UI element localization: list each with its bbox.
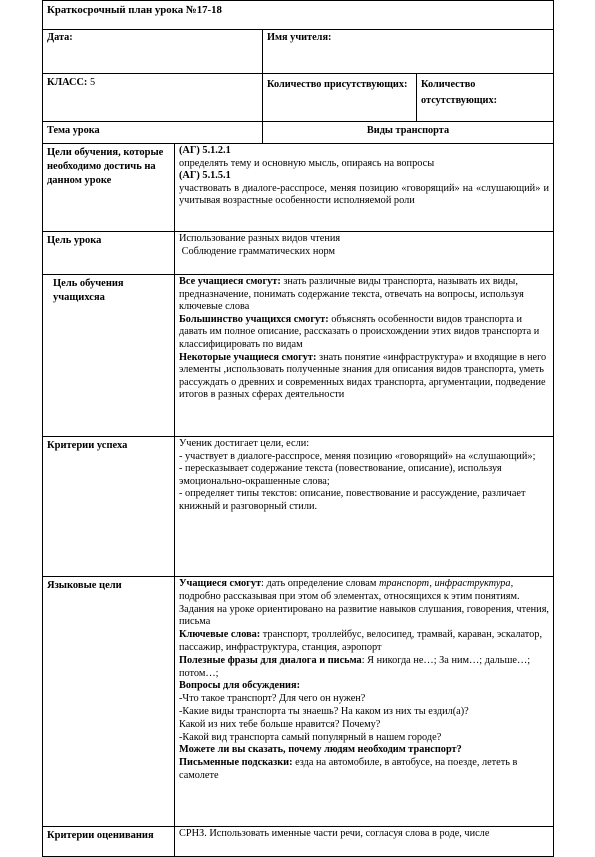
teacher-label: Имя учителя: — [263, 30, 554, 74]
keywords — [179, 629, 549, 655]
goal-code-2: (АГ) 5.1.5.1 — [179, 170, 231, 182]
absent-label: Количество отсутствующих: — [417, 74, 554, 122]
lesson-goal-content — [175, 232, 554, 275]
topic-label: Тема урока — [43, 122, 263, 144]
student-goals-content — [175, 275, 554, 437]
writing-hints — [179, 757, 549, 783]
student-goals-row — [43, 275, 554, 437]
keywords-head: Ключевые слова: — [179, 629, 261, 641]
some-students-head: Некоторые учащиеся смогут: — [179, 351, 317, 363]
phrases-text: : Я никогда не…; За ним…; дальше…; потом…; — [179, 654, 531, 679]
present-label: Количество присутствующих: — [263, 74, 417, 122]
language-goals-label: Языковые цели — [43, 577, 175, 827]
students-can-head: Учащиеся смогут — [179, 578, 262, 589]
some-students-goal — [179, 352, 549, 402]
assessment-content: СРНЗ. Использовать именные части речи, согласуя слова в роде, числе — [175, 827, 554, 857]
success-item-2: - пересказывает содержание текста (повествование, описание), используя эмоционально-окрашенные слова; — [179, 463, 502, 487]
goal-text-1: определять тему и основную мысль, опираясь на вопросы — [179, 157, 435, 169]
question-1: -Что такое транспорт? Для чего он нужен? — [179, 693, 366, 705]
lesson-goal-line-1: Использование разных видов чтения — [179, 233, 341, 244]
success-criteria-label: Критерии успеха — [43, 437, 175, 577]
date-label: Дата: — [43, 30, 263, 74]
language-goals-content — [175, 577, 554, 827]
learning-goals-label: Цели обучения, которые необходимо достичь на данном уроке — [43, 144, 175, 232]
why-question: Можете ли вы сказать, почему людям необходим транспорт? — [179, 744, 462, 756]
term-transport: транспорт, — [378, 578, 432, 589]
success-item-1: - участвует в диалоге-расспросе, меняя позицию «говорящий» на «слушающий»; — [179, 450, 536, 462]
all-students-goal — [179, 276, 549, 314]
useful-phrases — [179, 655, 549, 681]
lesson-goal-row — [43, 232, 554, 275]
class-cell — [43, 74, 263, 122]
title-row — [43, 1, 554, 30]
question-3: Какой из них тебе больше нравится? Почему? — [179, 718, 381, 730]
lesson-plan-page — [42, 0, 553, 857]
question-4: -Какой вид транспорта самый популярный в нашем городе? — [179, 731, 442, 743]
assessment-label: Критерии оценивания — [43, 827, 175, 857]
lesson-plan-table — [42, 0, 554, 857]
most-students-head: Большинство учащихся смогут: — [179, 313, 329, 325]
lesson-goal-label: Цель урока — [43, 232, 175, 275]
class-label: КЛАСС: — [47, 77, 88, 88]
class-row — [43, 74, 554, 122]
lesson-goal-line-2: Соблюдение грамматических норм — [179, 245, 336, 257]
success-intro: Ученик достигает цели, если: — [179, 438, 310, 449]
success-criteria-row — [43, 437, 554, 577]
learning-goals-content — [175, 144, 554, 232]
question-2: -Какие виды транспорта ты знаешь? На каком из них ты ездил(а)? — [179, 705, 469, 717]
success-item-3: - определяет типы текстов: описание, повествование и рассуждение, различает книжный и разговорный стили. — [179, 488, 526, 512]
topic-value: Виды транспорта — [263, 122, 554, 144]
students-can — [179, 578, 549, 629]
class-value: 5 — [89, 77, 96, 88]
some-students-text: знать понятие «инфраструктура» и входящие в него элементы ,использовать полученные знания для описания видов транспорта, уметь рассуждать о древних и современных видах транспорта, аргументации, подведение итогов в разных сферах деятельности — [179, 351, 547, 401]
student-goals-label: Цель обучения учащихсяа — [43, 275, 175, 437]
topic-row — [43, 122, 554, 144]
success-criteria-content — [175, 437, 554, 577]
students-can-pre: : дать определение словам — [261, 578, 379, 589]
most-students-text: объяснять особенности видов транспорта и давать им полное описание, рассказать о происхождении этих видов транспорта и классифицировать по видам — [179, 313, 540, 350]
all-students-head: Все учащиеся смогут: — [179, 276, 281, 287]
most-students-goal — [179, 314, 549, 352]
students-can-post: подробно рассказывая при этом об элементах, относящихся к этим понятиям. Задания на уроке ориентировано на развитие навыков слушания, говорения, чтения, письма — [179, 590, 549, 628]
goal-text-2: участвовать в диалоге-расспросе, меняя позицию «говорящий» на «слушающий» и учитывая возрастные особенности исполняемой роли — [179, 182, 550, 207]
date-teacher-row — [43, 30, 554, 74]
goal-code-1: (АГ) 5.1.2.1 — [179, 145, 231, 156]
term-infrastructure: инфраструктура, — [434, 578, 514, 589]
all-students-text: знать различные виды транспорта, называть их виды, предназначение, понимать содержание текста, отвечать на вопросы, используя ключевые слова — [179, 276, 524, 313]
phrases-head: Полезные фразы для диалога и письма — [179, 654, 362, 666]
plan-title: Краткосрочный план урока №17-18 — [43, 1, 554, 30]
language-goals-row — [43, 577, 554, 827]
keywords-text: транспорт, троллейбус, велосипед, трамвай, караван, эскалатор, пассажир, инфраструктура, станция, аэропорт — [179, 629, 543, 653]
questions-head: Вопросы для обсуждения: — [179, 680, 300, 692]
hints-text: езда на автомобиле, в автобусе, на поезде, лететь в самолете — [179, 757, 518, 781]
learning-goals-row — [43, 144, 554, 232]
hints-head: Письменные подсказки: — [179, 757, 293, 769]
